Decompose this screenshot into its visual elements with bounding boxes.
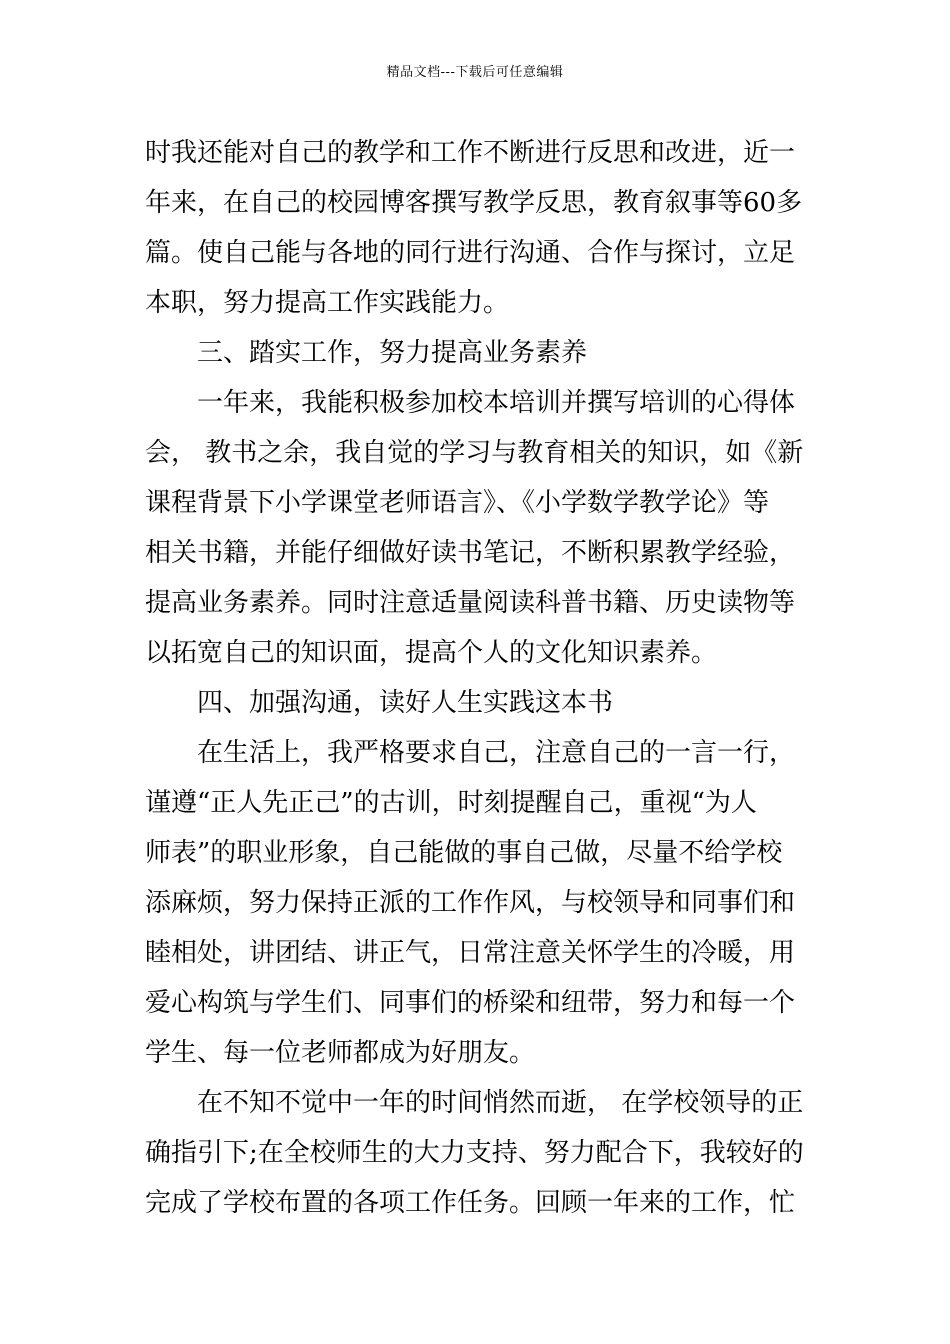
- body-text-line: 四、加强沟通，读好人生实践这本书: [197, 688, 614, 718]
- body-text-line: 提高业务素养。同时注意适量阅读科普书籍、历史读物等: [145, 588, 796, 618]
- body-text-line: 睦相处，讲团结、讲正气，日常注意关怀学生的冷暖，用: [145, 938, 796, 968]
- body-text-line: 学生、每一位老师都成为好朋友。: [145, 1038, 536, 1068]
- page-header: 精品文档---下载后可任意编辑: [386, 65, 564, 80]
- body-text-line: 爱心构筑与学生们、同事们的桥梁和纽带，努力和每一个: [145, 988, 796, 1018]
- body-text-line: 以拓宽自己的知识面，提高个人的文化知识素养。: [145, 638, 718, 668]
- body-text-line: 谨遵“正人先正己”的古训，时刻提醒自己，重视“为人: [145, 788, 757, 818]
- body-text-line: 添麻烦，努力保持正派的工作作风，与校领导和同事们和: [145, 888, 796, 918]
- body-text-line: 在生活上，我严格要求自己，注意自己的一言一行，: [197, 738, 796, 768]
- body-text-line: 一年来，我能积极参加校本培训并撰写培训的心得体: [197, 388, 796, 418]
- body-text-line: 课程背景下小学课堂老师语言》、《小学数学教学论》等: [145, 488, 770, 518]
- body-text-line: 相关书籍，并能仔细做好读书笔记，不断积累教学经验，: [145, 538, 796, 568]
- body-text-line: 会， 教书之余，我自觉的学习与教育相关的知识，如《新: [145, 438, 804, 468]
- body-text-line: 本职，努力提高工作实践能力。: [145, 288, 510, 318]
- document-body: [145, 128, 807, 1228]
- body-text-line: 三、踏实工作，努力提高业务素养: [197, 338, 588, 368]
- body-text-line: 师表”的职业形象，自己能做的事自己做，尽量不给学校: [145, 838, 783, 868]
- body-text-line: 在不知不觉中一年的时间悄然而逝， 在学校领导的正: [197, 1088, 804, 1118]
- body-text-line: 确指引下;在全校师生的大力支持、努力配合下，我较好的: [145, 1138, 804, 1168]
- body-text-line: 完成了学校布置的各项工作任务。回顾一年来的工作，忙: [145, 1188, 796, 1218]
- body-text-line: 时我还能对自己的教学和工作不断进行反思和改进，近一: [145, 138, 796, 168]
- body-text-line: 篇。使自己能与各地的同行进行沟通、合作与探讨，立足: [145, 238, 796, 268]
- body-text-line: 年来，在自己的校园博客撰写教学反思，教育叙事等60多: [145, 188, 803, 218]
